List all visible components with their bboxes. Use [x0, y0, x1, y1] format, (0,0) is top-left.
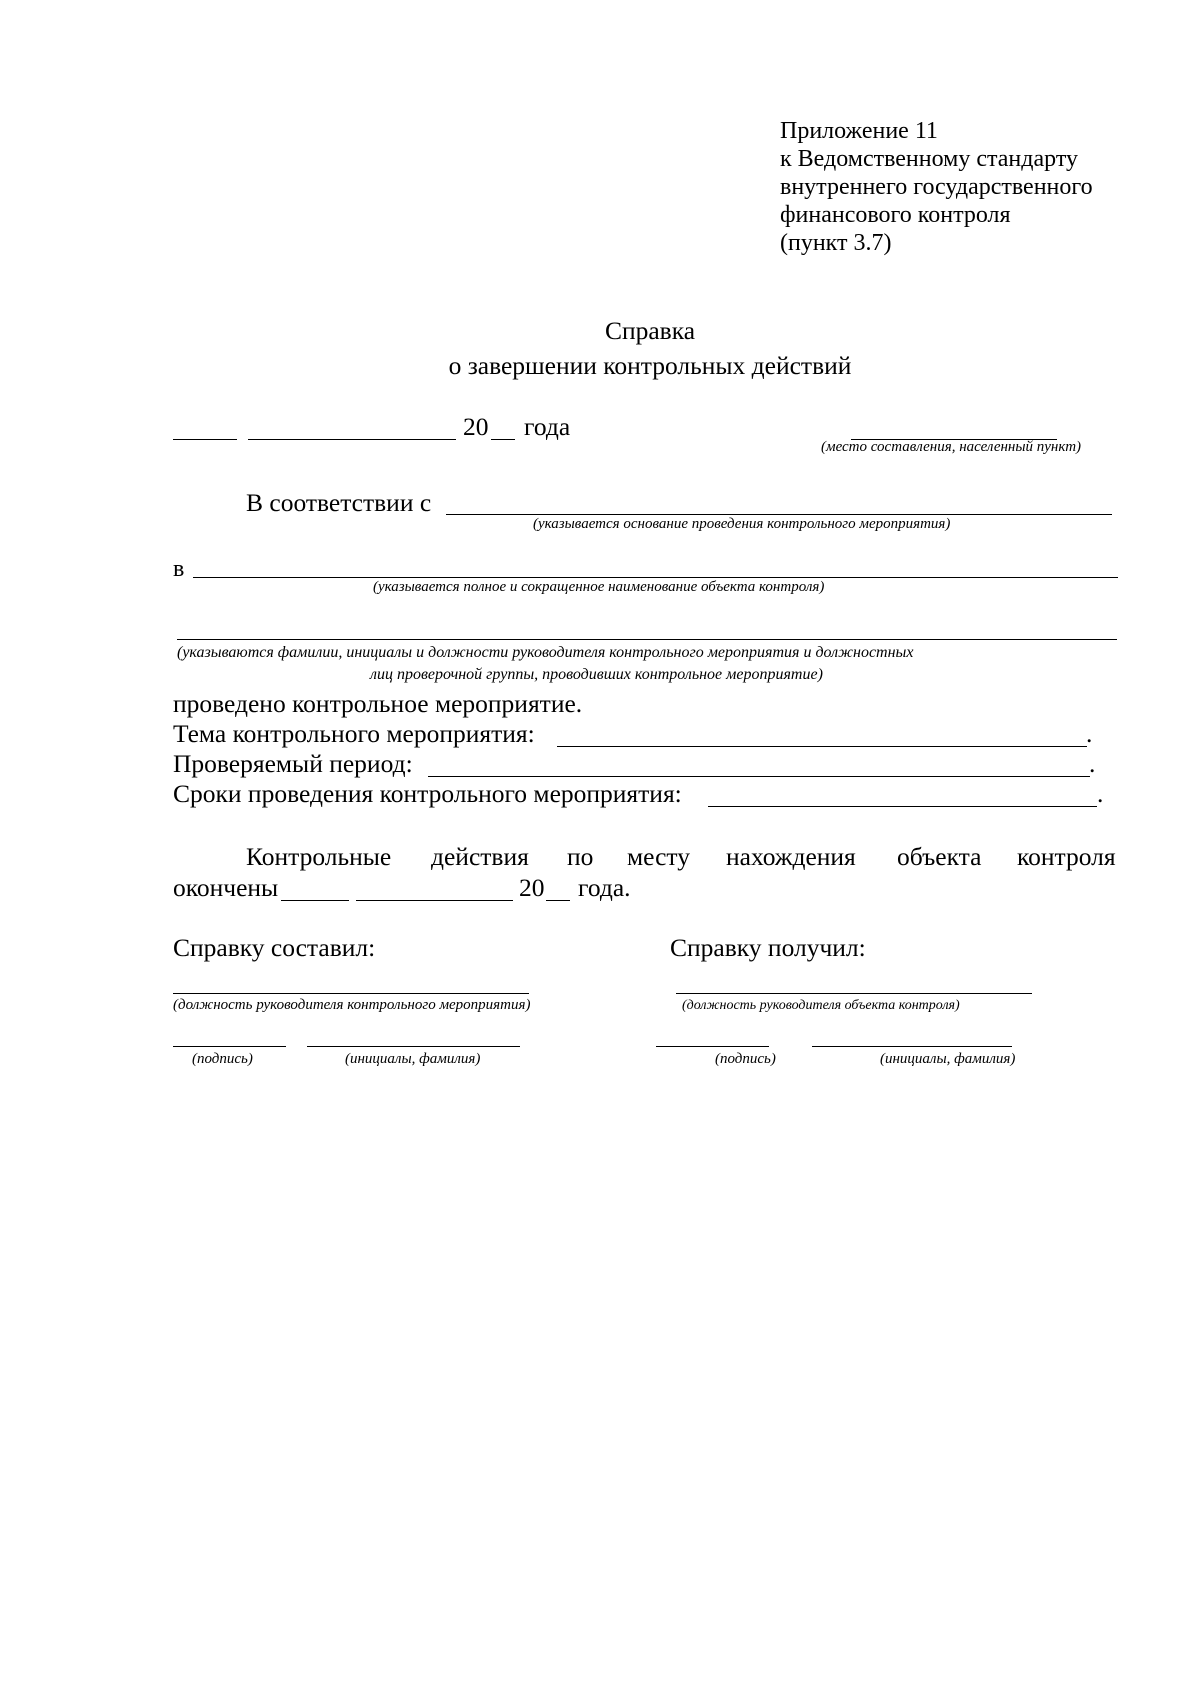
receiver-position-blank[interactable] [676, 993, 1032, 994]
period-end-dot: . [1089, 749, 1096, 778]
date-month-blank[interactable] [248, 439, 456, 440]
appendix-ref-control: финансового контроля [780, 202, 1011, 228]
finish-word-5: нахождения [726, 842, 856, 871]
finish-month-blank[interactable] [356, 900, 513, 901]
date-year-suffix: года [524, 412, 571, 441]
date-year-prefix: 20 [463, 412, 489, 441]
finish-word-7: контроля [1017, 842, 1116, 871]
terms-blank[interactable] [708, 806, 1097, 807]
appendix-number: Приложение 11 [780, 118, 938, 144]
persons-caption-line2: лиц проверочной группы, проводивших контрольное мероприятие) [370, 666, 823, 683]
receiver-name-blank[interactable] [812, 1046, 1012, 1047]
terms-label: Сроки проведения контрольного мероприятия: [173, 779, 682, 808]
basis-label: В соответствии с [246, 488, 432, 517]
finish-year-blank[interactable] [546, 900, 570, 901]
place-caption: (место составления, населенный пункт) [821, 439, 1082, 455]
finish-year-prefix: 20 [519, 873, 545, 902]
topic-label: Тема контрольного мероприятия: [173, 719, 535, 748]
composer-signature-blank[interactable] [173, 1046, 286, 1047]
conducted-statement: проведено контрольное мероприятие. [173, 689, 583, 718]
composer-position-caption: (должность руководителя контрольного мероприятия) [173, 997, 531, 1013]
document-subtitle: о завершении контрольных действий [448, 351, 852, 380]
persons-blank[interactable] [177, 639, 1117, 640]
topic-blank[interactable] [557, 746, 1087, 747]
persons-caption-line1: (указываются фамилии, инициалы и должности руководителя контрольного мероприятия и должностных [177, 644, 914, 661]
composer-name-blank[interactable] [307, 1046, 520, 1047]
receiver-signature-blank[interactable] [656, 1046, 769, 1047]
receiver-position-caption: (должность руководителя объекта контроля) [682, 998, 960, 1013]
received-label: Справку получил: [670, 933, 866, 962]
finish-word-2: действия [431, 842, 529, 871]
basis-caption: (указывается основание проведения контрольного мероприятия) [533, 516, 951, 532]
terms-end-dot: . [1097, 779, 1104, 808]
finish-ended: окончены [173, 873, 279, 902]
appendix-ref-internal: внутреннего государственного [780, 174, 1093, 200]
finish-word-1: Контрольные [246, 842, 392, 871]
appendix-ref-standard: к Ведомственному стандарту [780, 146, 1078, 172]
basis-blank[interactable] [446, 514, 1112, 515]
object-label: в [173, 556, 185, 582]
object-blank[interactable] [193, 577, 1118, 578]
receiver-name-caption: (инициалы, фамилия) [880, 1051, 1016, 1067]
finish-year-suffix: года. [578, 873, 631, 902]
composer-position-blank[interactable] [173, 993, 529, 994]
period-blank[interactable] [428, 776, 1090, 777]
composed-label: Справку составил: [173, 933, 376, 962]
finish-word-3: по [567, 842, 594, 871]
date-year-blank[interactable] [491, 439, 515, 440]
period-label: Проверяемый период: [173, 749, 413, 778]
composer-name-caption: (инициалы, фамилия) [345, 1051, 481, 1067]
finish-word-6: объекта [897, 842, 982, 871]
finish-word-4: месту [627, 842, 690, 871]
finish-day-blank[interactable] [281, 900, 349, 901]
document-title: Справка [604, 316, 696, 345]
topic-end-dot: . [1086, 719, 1093, 748]
object-caption: (указывается полное и сокращенное наименование объекта контроля) [373, 579, 825, 595]
receiver-signature-caption: (подпись) [715, 1051, 776, 1067]
date-day-blank[interactable] [173, 439, 237, 440]
appendix-ref-clause: (пункт 3.7) [780, 230, 892, 256]
composer-signature-caption: (подпись) [192, 1051, 253, 1067]
